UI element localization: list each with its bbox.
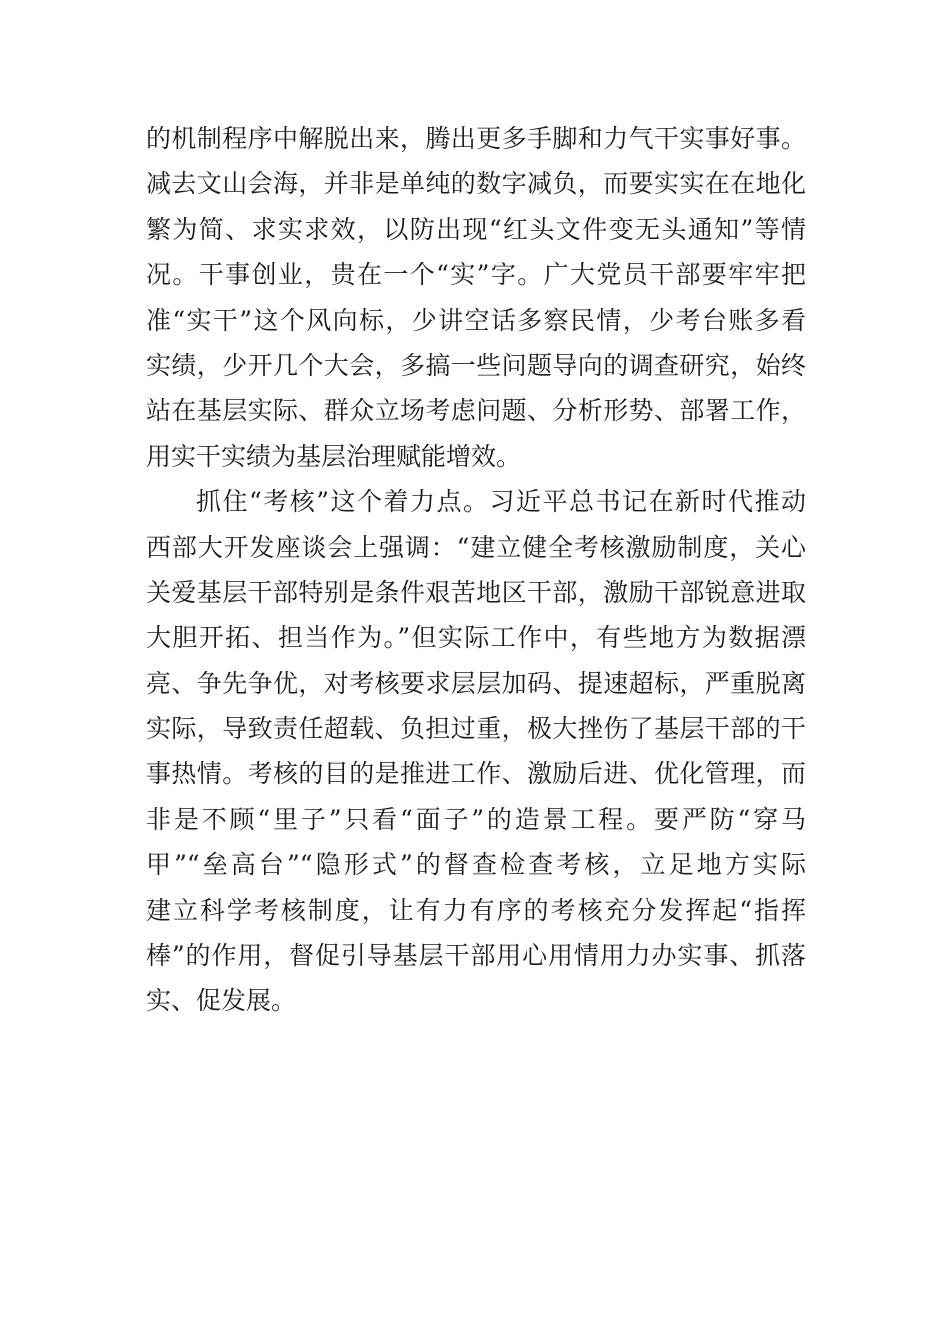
text-line: 西部大开发座谈会上强调：“建立健全考核激励制度，关心 [146, 532, 806, 562]
text-line: 实际，导致责任超载、负担过重，极大挫伤了基层干部的干 [146, 714, 806, 744]
text-line: 亮、争先争优，对考核要求层层加码、提速超标，严重脱离 [146, 668, 806, 698]
text-line: 棒”的作用，督促引导基层干部用心用情用力办实事、抓落 [146, 941, 806, 971]
paragraph-2 [146, 479, 806, 1024]
text-line: 繁为简、求实求效，以防出现“红头文件变无头通知”等情 [146, 214, 806, 244]
text-line: 准“实干”这个风向标，少讲空话多察民情，少考台账多看 [146, 305, 806, 335]
text-line: 关爱基层干部特别是条件艰苦地区干部，激励干部锐意进取 [146, 577, 806, 607]
paragraph-1 [146, 116, 806, 479]
text-line: 事热情。考核的目的是推进工作、激励后进、优化管理，而 [146, 759, 806, 789]
text-line: 减去文山会海，并非是单纯的数字减负，而要实实在在地化 [146, 169, 806, 199]
text-line: 的机制程序中解脱出来，腾出更多手脚和力气干实事好事。 [146, 124, 806, 153]
text-line: 甲”“垒高台”“隐形式”的督查检查考核，立足地方实际 [146, 850, 806, 880]
text-line: 大胆开拓、担当作为。”但实际工作中，有些地方为数据漂 [146, 623, 806, 653]
text-line: 建立科学考核制度，让有力有序的考核充分发挥起“指挥 [146, 895, 806, 925]
text-line: 实、促发展。 [146, 986, 297, 1016]
text-line: 用实干实绩为基层治理赋能增效。 [146, 441, 522, 471]
document-body [146, 116, 806, 1024]
text-line: 非是不顾“里子”只看“面子”的造景工程。要严防“穿马 [146, 804, 806, 834]
text-line: 实绩，少开几个大会，多搞一些问题导向的调查研究，始终 [146, 350, 806, 380]
text-line: 况。干事创业，贵在一个“实”字。广大党员干部要牢牢把 [146, 260, 806, 290]
text-line: 抓住“考核”这个着力点。习近平总书记在新时代推动 [196, 487, 806, 517]
text-line: 站在基层实际、群众立场考虑问题、分析形势、部署工作， [146, 396, 806, 426]
